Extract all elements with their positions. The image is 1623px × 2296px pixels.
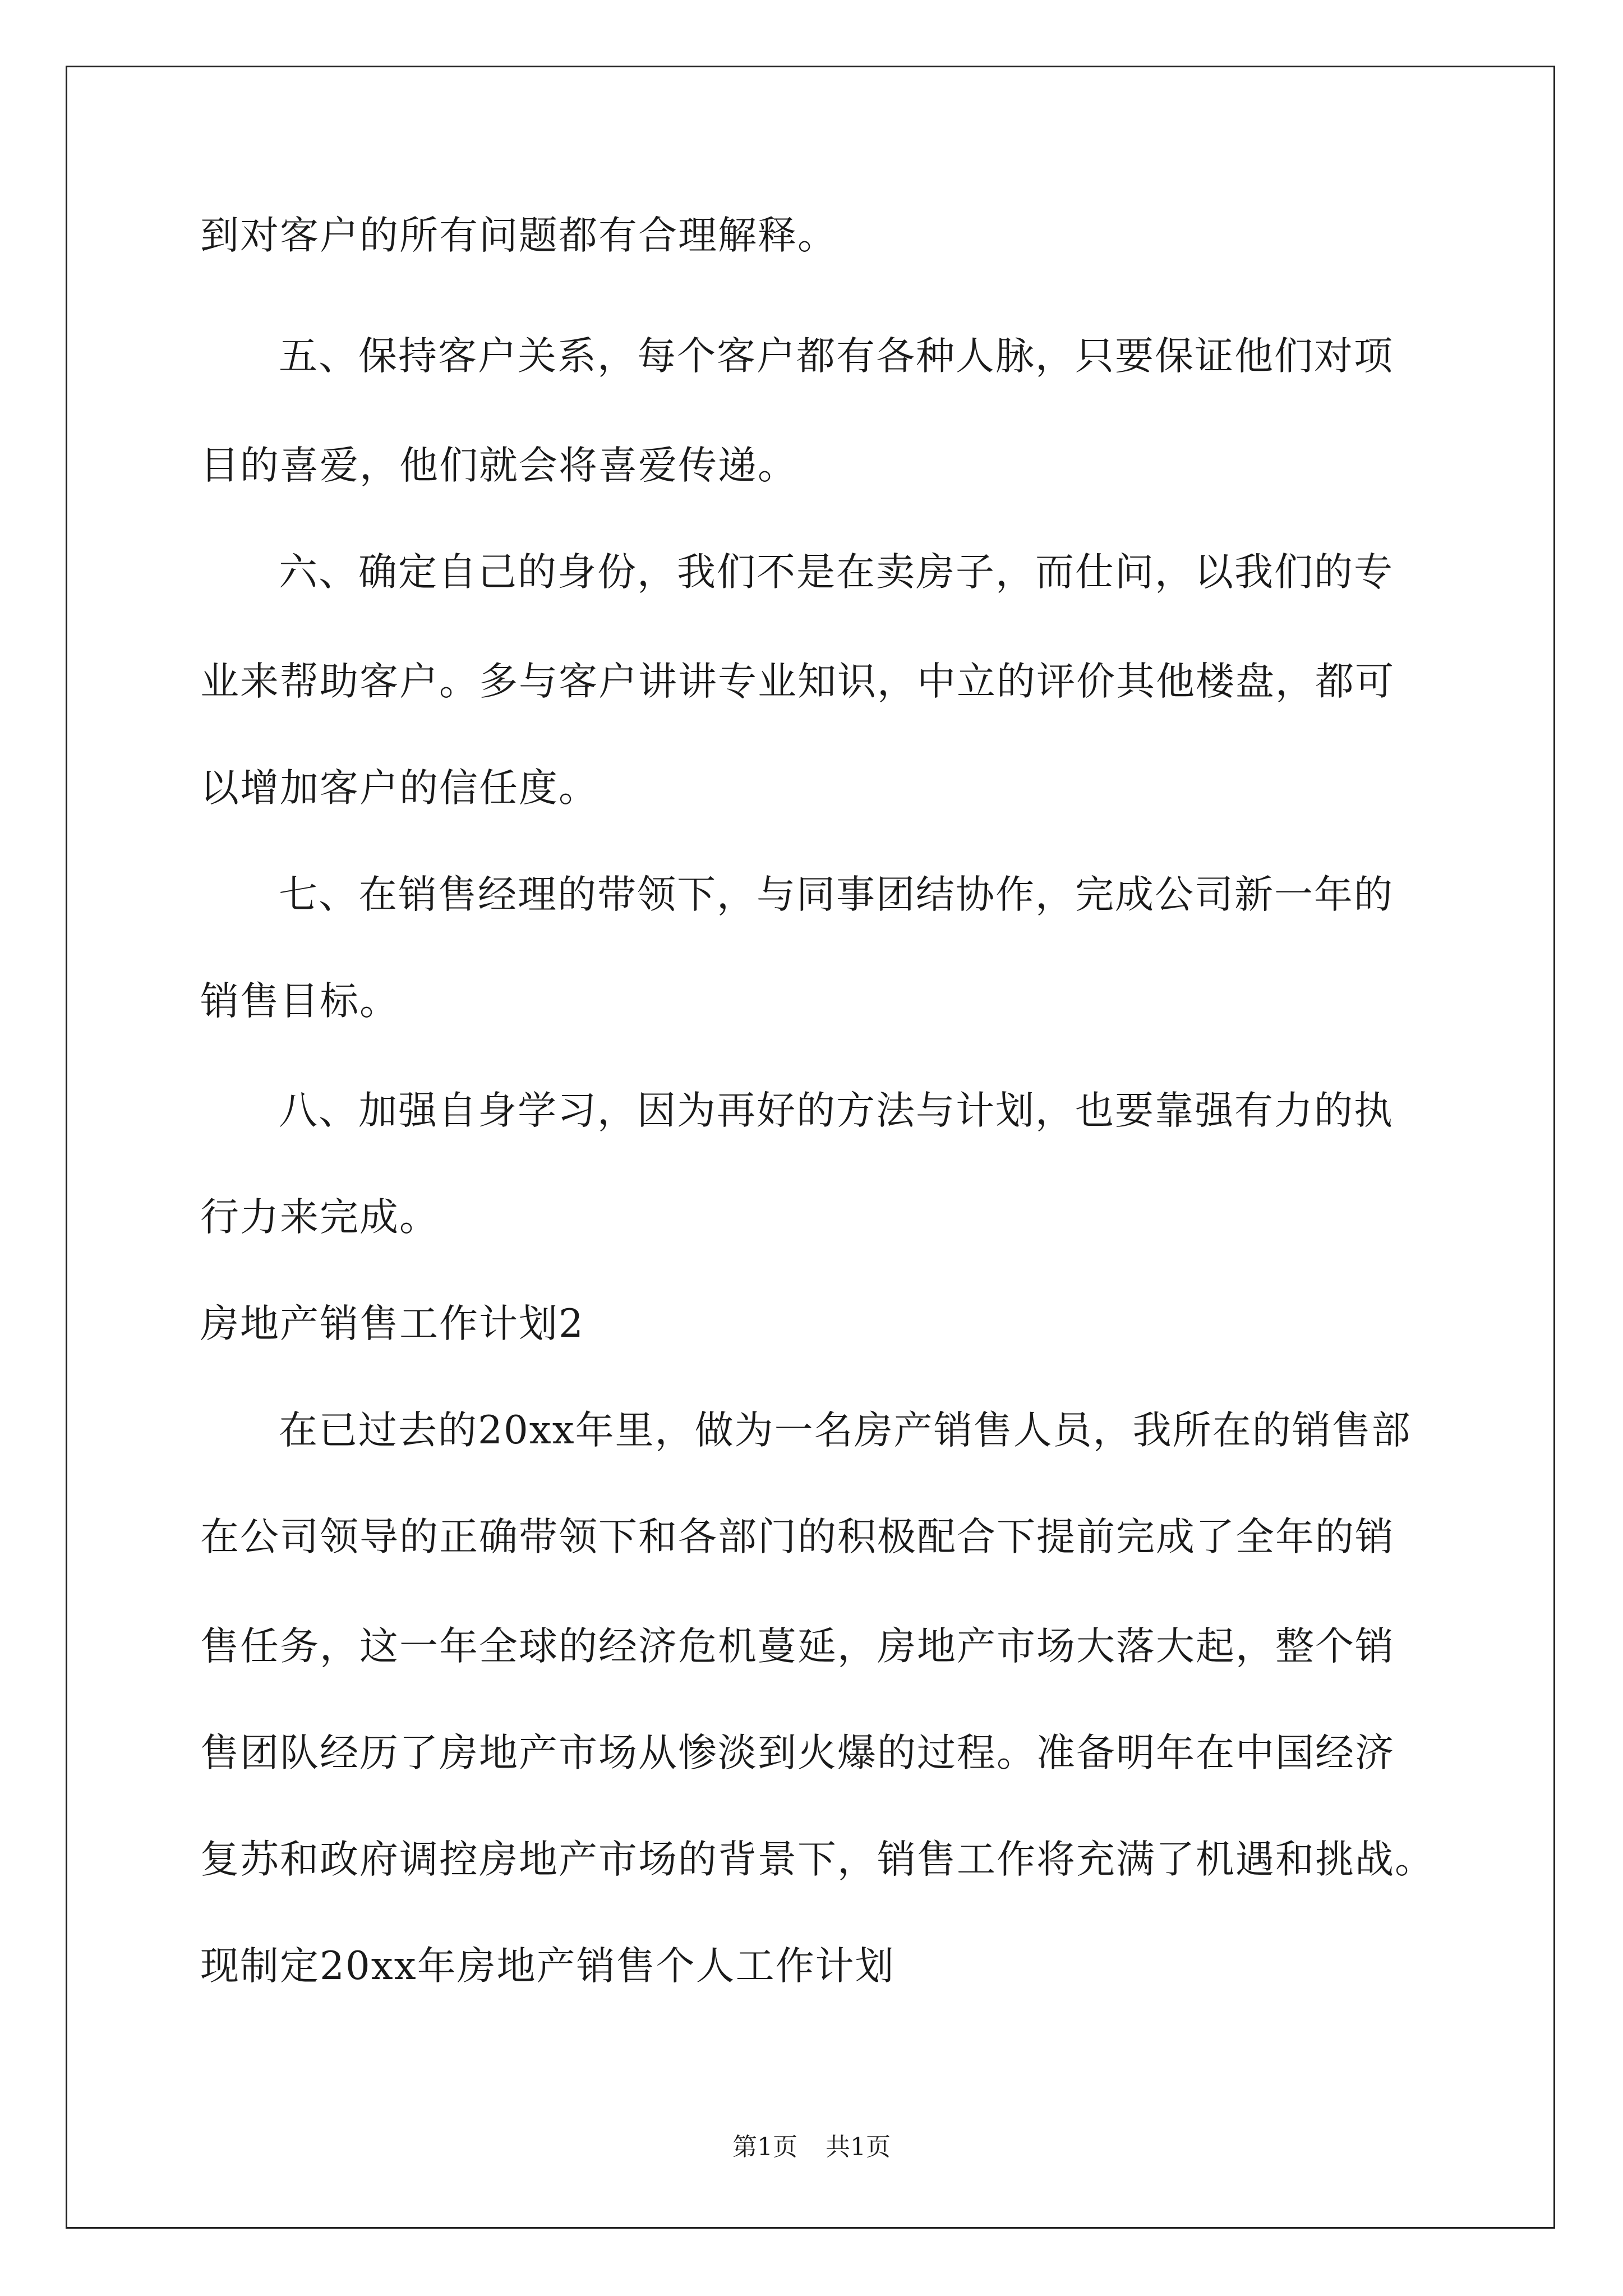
page-footer [0,2132,1623,2163]
text-line: 到对客户的所有问题都有合理解释。 [200,213,837,258]
paragraph-6-line-1: 六、确定自己的身份，我们不是在卖房子，而仕问，以我们的专 [279,550,1394,595]
section-heading: 房地产销售工作计划2 [200,1301,584,1346]
text-line: 现制定20xx年房地产销售个人工作计划 [200,1944,895,1989]
page-number: 第1页 [732,2133,797,2161]
text-line: 目的喜爱，他们就会将喜爱传递。 [200,443,797,488]
text-line: 业来帮助客户。多与客户讲讲专业知识，中立的评价其他楼盘，都可 [200,659,1395,704]
text-line: 行力来完成。 [200,1195,439,1240]
text-line: 以增加客户的信任度。 [200,766,598,811]
text-line: 复苏和政府调控房地产市场的背景下，销售工作将充满了机遇和挑战。 [200,1837,1435,1882]
paragraph-intro-line-1: 在已过去的20xx年里，做为一名房产销售人员，我所在的销售部 [279,1408,1412,1453]
page-total: 共1页 [826,2133,891,2161]
text-line: 销售目标。 [200,979,399,1024]
text-line: 在公司领导的正确带领下和各部门的积极配合下提前完成了全年的销 [200,1515,1395,1559]
text-line: 售团队经历了房地产市场从惨淡到火爆的过程。准备明年在中国经济 [200,1731,1395,1775]
page-border [66,66,1555,2229]
paragraph-7-line-1: 七、在销售经理的带领下，与同事团结协作，完成公司新一年的 [279,872,1394,917]
paragraph-8-line-1: 八、加强自身学习，因为再好的方法与计划，也要靠强有力的执 [279,1088,1394,1133]
text-line: 售任务，这一年全球的经济危机蔓延，房地产市场大落大起，整个销 [200,1624,1395,1669]
paragraph-5-line-1: 五、保持客户关系，每个客户都有各种人脉，只要保证他们对项 [279,334,1394,379]
